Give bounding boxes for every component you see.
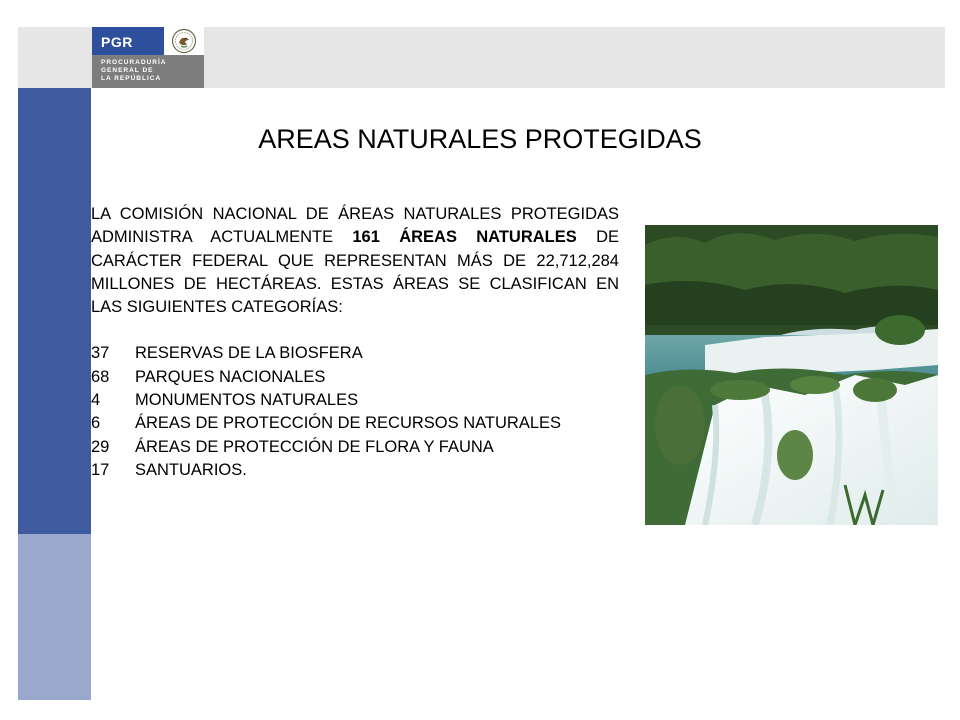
seal-box (164, 27, 204, 55)
logo-acronym-box (92, 27, 164, 55)
logo-subtitle (101, 59, 201, 83)
list-item (91, 412, 619, 435)
logo-acronym: PGR (101, 34, 133, 50)
category-label: SANTUARIOS. (135, 460, 247, 479)
logo-line: GENERAL DE (101, 67, 154, 74)
pgr-logo (92, 27, 204, 88)
intro-text: LA COMISIÓN NACIONAL DE ÁREAS NATURALES PROTEGIDAS ADMINISTRA ACTUALMENTE (91, 205, 619, 247)
list-item (91, 436, 619, 459)
category-count: 68 (91, 367, 110, 386)
slide-title-text: AREAS NATURALES PROTEGIDAS (258, 124, 702, 154)
category-label: ÁREAS DE PROTECCIÓN DE RECURSOS NATURALES (135, 414, 562, 433)
slide-body (91, 203, 619, 482)
mexican-eagle-seal-icon (171, 28, 197, 54)
category-label: ÁREAS DE PROTECCIÓN DE FLORA Y FAUNA (135, 437, 494, 456)
logo-line: LA REPÚBLICA (101, 75, 162, 82)
category-list (91, 342, 619, 482)
category-label: RESERVAS DE LA BIOSFERA (135, 344, 363, 363)
list-item (91, 459, 619, 482)
category-count: 6 (91, 414, 101, 433)
left-accent-bar-light (18, 534, 91, 700)
category-count: 29 (91, 437, 110, 456)
category-label: PARQUES NACIONALES (135, 367, 326, 386)
waterfall-photo (645, 225, 938, 525)
intro-paragraph (91, 203, 619, 319)
list-item (91, 342, 619, 365)
logo-line: PROCURADURÍA (101, 59, 167, 66)
category-count: 17 (91, 460, 110, 479)
category-count: 4 (91, 391, 101, 410)
category-label: MONUMENTOS NATURALES (135, 391, 359, 410)
list-item (91, 366, 619, 389)
intro-count: 161 (352, 228, 380, 247)
list-item (91, 389, 619, 412)
intro-highlight: ÁREAS NATURALES (399, 228, 577, 247)
slide-title (0, 124, 960, 155)
intro-text-end: DE CARÁCTER FEDERAL QUE REPRESENTAN MÁS DE 22,712,284 MILLONES DE HECTÁREAS. ESTAS ÁREAS SE CLASIFICAN EN LAS SIGUIENTES CATEGORÍAS: (91, 228, 619, 317)
category-count: 37 (91, 344, 110, 363)
